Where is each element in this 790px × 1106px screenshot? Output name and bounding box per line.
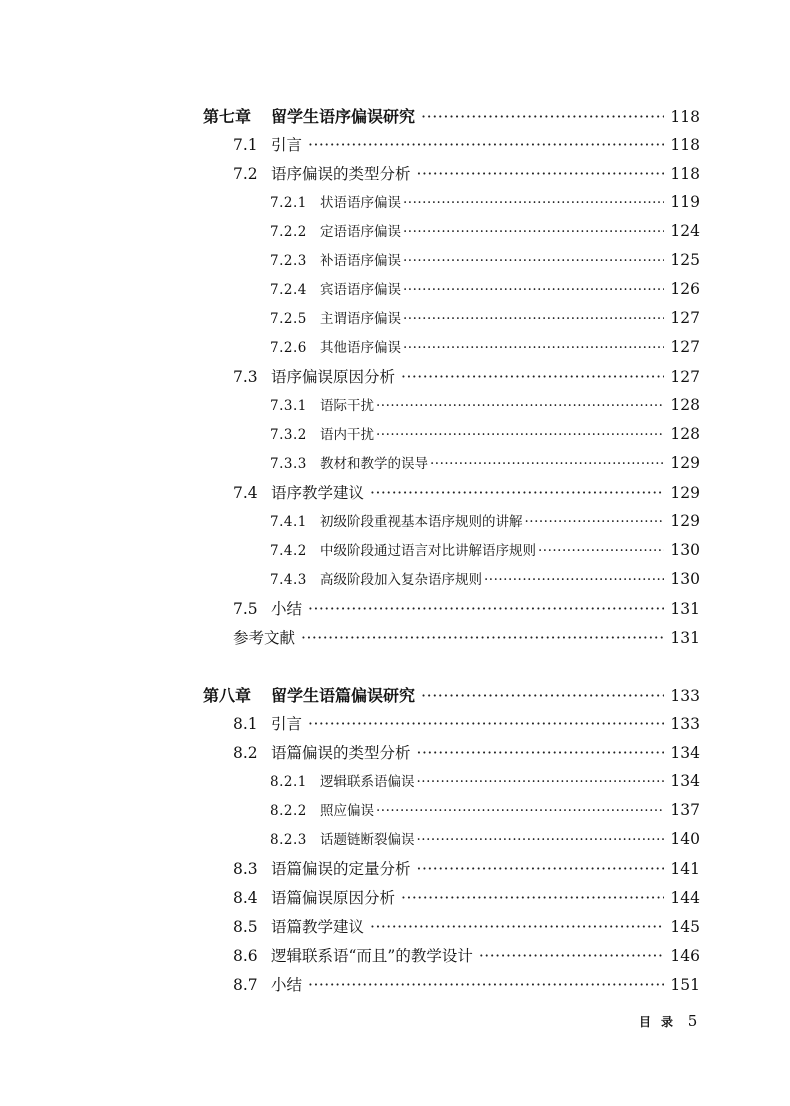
dot-leader — [421, 107, 664, 126]
toc-subsection-entry — [270, 452, 700, 472]
toc-section-entry — [233, 626, 700, 648]
toc-entry-page: 127 — [670, 309, 700, 327]
toc-subsection-entry — [270, 799, 700, 819]
toc-section-entry — [233, 741, 700, 763]
toc-entry-number: 7.2 — [233, 165, 258, 183]
toc-entry-title: 参考文献 — [233, 629, 296, 647]
dot-leader — [479, 947, 665, 965]
dot-leader — [403, 311, 664, 327]
dot-leader — [301, 629, 664, 647]
dot-leader — [370, 484, 664, 502]
page-footer — [639, 1012, 697, 1030]
toc-entry-title: 主谓语序偏误 — [320, 311, 401, 327]
toc-subsection-entry — [270, 336, 700, 356]
toc-entry-number: 7.3.2 — [270, 427, 307, 443]
toc-entry-title: 其他语序偏误 — [320, 340, 401, 356]
toc-entry-number: 7.5 — [233, 600, 258, 618]
toc-entry-title: 中级阶段通过语言对比讲解语序规则 — [320, 543, 536, 559]
toc-subsection-entry — [270, 770, 700, 790]
toc-entry-number: 7.3.3 — [270, 456, 307, 472]
toc-entry-title: 引言 — [271, 715, 303, 733]
toc-entry-title: 语际干扰 — [320, 398, 374, 414]
dot-leader — [376, 427, 664, 443]
toc-entry-page: 134 — [670, 772, 700, 790]
toc-entry-title: 语篇偏误的类型分析 — [271, 744, 411, 762]
dot-leader — [308, 600, 664, 618]
toc-entry-page: 129 — [670, 512, 700, 530]
toc-subsection-entry — [270, 278, 700, 298]
toc-entry-page: 129 — [670, 454, 700, 472]
toc-entry-number: 8.1 — [233, 715, 258, 733]
toc-entry-page: 127 — [670, 338, 700, 356]
toc-entry-page: 145 — [670, 918, 700, 936]
toc-entry-number: 7.2.4 — [270, 282, 307, 298]
toc-subsection-entry — [270, 249, 700, 269]
toc-entry-page: 151 — [670, 976, 700, 994]
dot-leader — [376, 398, 664, 414]
toc-entry-page: 137 — [670, 801, 700, 819]
toc-section-entry — [233, 162, 700, 184]
toc-entry-page: 128 — [670, 396, 700, 414]
toc-entry-title: 语篇偏误的定量分析 — [271, 860, 411, 878]
toc-entry-title: 补语语序偏误 — [320, 253, 401, 269]
toc-entry-number: 7.4 — [233, 484, 258, 502]
toc-entry-title: 语篇偏误原因分析 — [271, 889, 396, 907]
toc-subsection-entry — [270, 220, 700, 240]
dot-leader — [538, 543, 664, 559]
dot-leader — [430, 456, 664, 472]
toc-entry-page: 134 — [670, 744, 700, 762]
toc-entry-title: 小结 — [271, 600, 303, 618]
toc-entry-title: 高级阶段加入复杂语序规则 — [320, 572, 482, 588]
toc-entry-number: 8.7 — [233, 976, 258, 994]
dot-leader — [308, 715, 664, 733]
toc-entry-page: 130 — [670, 570, 700, 588]
dot-leader — [417, 860, 665, 878]
toc-entry-title: 语内干扰 — [320, 427, 374, 443]
toc-entry-page: 146 — [670, 947, 700, 965]
toc-subsection-entry — [270, 394, 700, 414]
toc-entry-title: 留学生语序偏误研究 — [271, 107, 416, 126]
dot-leader — [370, 918, 664, 936]
toc-entry-page: 141 — [670, 860, 700, 878]
toc-entry-title: 小结 — [271, 976, 303, 994]
dot-leader — [308, 976, 664, 994]
toc-entry-page: 118 — [670, 165, 700, 183]
toc-section-entry — [233, 915, 700, 937]
dot-leader — [421, 686, 664, 705]
toc-entry-title: 教材和教学的误导 — [320, 456, 428, 472]
toc-entry-number: 8.3 — [233, 860, 258, 878]
dot-leader — [401, 368, 664, 386]
toc-entry-title: 照应偏误 — [320, 803, 374, 819]
toc-entry-number: 7.2.5 — [270, 311, 307, 327]
toc-subsection-entry — [270, 191, 700, 211]
toc-entry-number: 8.2.3 — [270, 832, 307, 848]
toc-entry-number: 7.2.2 — [270, 224, 307, 240]
dot-leader — [417, 165, 665, 183]
toc-entry-page: 119 — [670, 193, 700, 211]
footer-page-number: 5 — [687, 1012, 698, 1030]
toc-entry-page: 140 — [670, 830, 700, 848]
toc-entry-page: 126 — [670, 280, 700, 298]
toc-entry-page: 118 — [670, 136, 700, 154]
toc-entry-title: 初级阶段重视基本语序规则的讲解 — [320, 514, 523, 530]
toc-entry-number: 8.2.2 — [270, 803, 307, 819]
toc-subsection-entry — [270, 568, 700, 588]
toc-subsection-entry — [270, 828, 700, 848]
toc-entry-title: 宾语语序偏误 — [320, 282, 401, 298]
toc-subsection-entry — [270, 307, 700, 327]
toc-entry-title: 语序偏误原因分析 — [271, 368, 396, 386]
toc-section-entry — [233, 712, 700, 734]
dot-leader — [376, 803, 664, 819]
toc-entry-page: 130 — [670, 541, 700, 559]
toc-entry-number: 7.1 — [233, 136, 258, 154]
toc-entry-page: 127 — [670, 368, 700, 386]
toc-entry-title: 逻辑联系语“而且”的教学设计 — [271, 947, 473, 965]
toc-entry-page: 133 — [670, 687, 700, 705]
toc-entry-number: 7.3.1 — [270, 398, 307, 414]
toc-entry-number: 第七章 — [203, 107, 252, 126]
toc-entry-title: 引言 — [271, 136, 303, 154]
toc-entry-page: 125 — [670, 251, 700, 269]
toc-section-entry — [233, 365, 700, 387]
toc-entry-title: 语序偏误的类型分析 — [271, 165, 411, 183]
toc-entry-number: 7.3 — [233, 368, 258, 386]
dot-leader — [403, 253, 664, 269]
toc-chapter-entry — [203, 683, 700, 706]
dot-leader — [403, 195, 664, 211]
toc-entry-title: 定语语序偏误 — [320, 224, 401, 240]
footer-label: 目录 — [639, 1015, 684, 1029]
toc-entry-number: 8.5 — [233, 918, 258, 936]
toc-subsection-entry — [270, 510, 700, 530]
dot-leader — [401, 889, 664, 907]
toc-entry-page: 124 — [670, 222, 700, 240]
toc-entry-number: 8.4 — [233, 889, 258, 907]
dot-leader — [403, 340, 664, 356]
toc-entry-title: 逻辑联系语偏误 — [320, 774, 415, 790]
dot-leader — [308, 136, 664, 154]
dot-leader — [403, 224, 664, 240]
toc-entry-number: 8.6 — [233, 947, 258, 965]
toc-entry-title: 留学生语篇偏误研究 — [271, 686, 416, 705]
toc-entry-page: 128 — [670, 425, 700, 443]
toc-chapter-entry — [203, 104, 700, 127]
toc-entry-page: 129 — [670, 484, 700, 502]
toc-section-entry — [233, 857, 700, 879]
dot-leader — [417, 774, 665, 790]
toc-entry-number: 7.4.3 — [270, 572, 307, 588]
toc-section-entry — [233, 597, 700, 619]
toc-entry-title: 状语语序偏误 — [320, 195, 401, 211]
toc-entry-number: 7.2.3 — [270, 253, 307, 269]
toc-subsection-entry — [270, 539, 700, 559]
toc-subsection-entry — [270, 423, 700, 443]
toc-entry-page: 133 — [670, 715, 700, 733]
dot-leader — [417, 744, 665, 762]
toc-section-entry — [233, 886, 700, 908]
dot-leader — [525, 514, 665, 530]
toc-section-entry — [233, 481, 700, 503]
toc-entry-number: 7.2.1 — [270, 195, 307, 211]
toc-entry-title: 话题链断裂偏误 — [320, 832, 415, 848]
toc-entry-number: 8.2 — [233, 744, 258, 762]
toc-entry-number: 7.2.6 — [270, 340, 307, 356]
toc-entry-title: 语篇教学建议 — [271, 918, 365, 936]
dot-leader — [417, 832, 665, 848]
toc-section-entry — [233, 973, 700, 995]
toc-entry-page: 144 — [670, 889, 700, 907]
toc-entry-title: 语序教学建议 — [271, 484, 365, 502]
toc-entry-number: 7.4.1 — [270, 514, 307, 530]
toc-entry-page: 131 — [670, 600, 700, 618]
toc-section-entry — [233, 944, 700, 966]
toc-entry-number: 7.4.2 — [270, 543, 307, 559]
toc-entry-number: 8.2.1 — [270, 774, 307, 790]
toc-section-entry — [233, 133, 700, 155]
toc-entry-page: 131 — [670, 629, 700, 647]
dot-leader — [403, 282, 664, 298]
toc-entry-number: 第八章 — [203, 686, 252, 705]
toc-entry-page: 118 — [670, 108, 700, 126]
dot-leader — [484, 572, 664, 588]
